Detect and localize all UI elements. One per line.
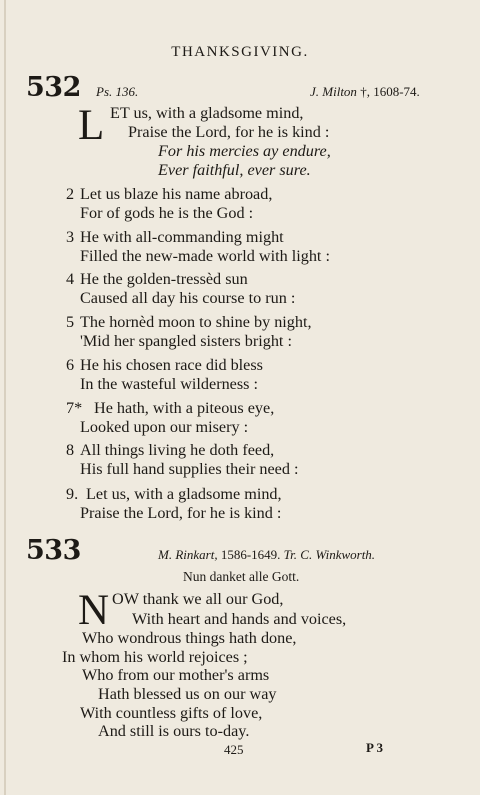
verse-number: 2 [66,185,75,203]
hymn-number-533: 533 [26,535,81,566]
drop-cap-n: N [78,587,110,634]
verse-number: 9. [66,485,79,503]
verse-2-line-2: For of gods he is the God : [80,204,254,222]
verse-number: 3 [66,228,75,246]
verse-7-line-2: Looked upon our misery : [80,418,249,436]
psalm-reference: Ps. 136. [96,84,139,99]
verse-9-line-2: Praise the Lord, for he is kind : [80,504,282,522]
hymn-533-line-8: And still is ours to-day. [98,722,250,740]
hymn-533-line-3: Who wondrous things hath done, [82,629,297,647]
verse-5-line-1: The hornèd moon to shine by night, [80,313,312,331]
verse-9-line-1: Let us, with a gladsome mind, [86,485,282,503]
verse-6-line-1: He his chosen race did bless [80,356,263,374]
page-header: THANKSGIVING. [171,44,309,60]
verse-number: 6 [66,356,75,374]
verse-number: 4 [66,270,75,288]
hymn-532-line-2: Praise the Lord, for he is kind : [128,123,330,141]
verse-7-line-1: He hath, with a piteous eye, [94,399,275,417]
hymn-533-attribution: M. Rinkart, 1586-1649. Tr. C. Winkworth. [158,547,376,562]
page-edge [4,0,6,795]
signature-mark: P 3 [366,740,383,755]
drop-cap-l: L [78,102,105,149]
page-number: 425 [224,742,244,757]
hymn-532-line-3: For his mercies ay endure, [158,142,331,160]
hymn-533-line-6: Hath blessed us on our way [98,685,277,703]
verse-number: 7* [66,399,83,417]
verse-5-line-2: 'Mid her spangled sisters bright : [80,332,292,350]
hymn-533-line-5: Who from our mother's arms [82,666,270,684]
verse-3-line-1: He with all-commanding might [80,228,284,246]
hymn-number-532: 532 [26,72,81,103]
hymn-533-subtitle: Nun danket alle Gott. [183,569,300,584]
verse-number: 5 [66,313,75,331]
hymn-532-line-1: ET us, with a gladsome mind, [110,104,304,122]
hymn-533-line-1: OW thank we all our God, [112,590,284,608]
hymn-533-line-2: With heart and hands and voices, [132,610,347,628]
hymn-533-line-4: In whom his world rejoices ; [62,648,248,666]
verse-8-line-1: All things living he doth feed, [80,441,275,459]
hymn-532-author: J. Milton †, 1608-74. [310,84,420,99]
verse-number: 8 [66,441,75,459]
verse-4-line-2: Caused all day his course to run : [80,289,296,307]
verse-6-line-2: In the wasteful wilderness : [80,375,259,393]
hymn-532-line-4: Ever faithful, ever sure. [158,161,311,179]
verse-2-line-1: Let us blaze his name abroad, [80,185,273,203]
verse-8-line-2: His full hand supplies their need : [80,460,299,478]
verse-3-line-2: Filled the new-made world with light : [80,247,330,265]
hymn-533-line-7: With countless gifts of love, [80,704,263,722]
verse-4-line-1: He the golden-tressèd sun [80,270,248,288]
